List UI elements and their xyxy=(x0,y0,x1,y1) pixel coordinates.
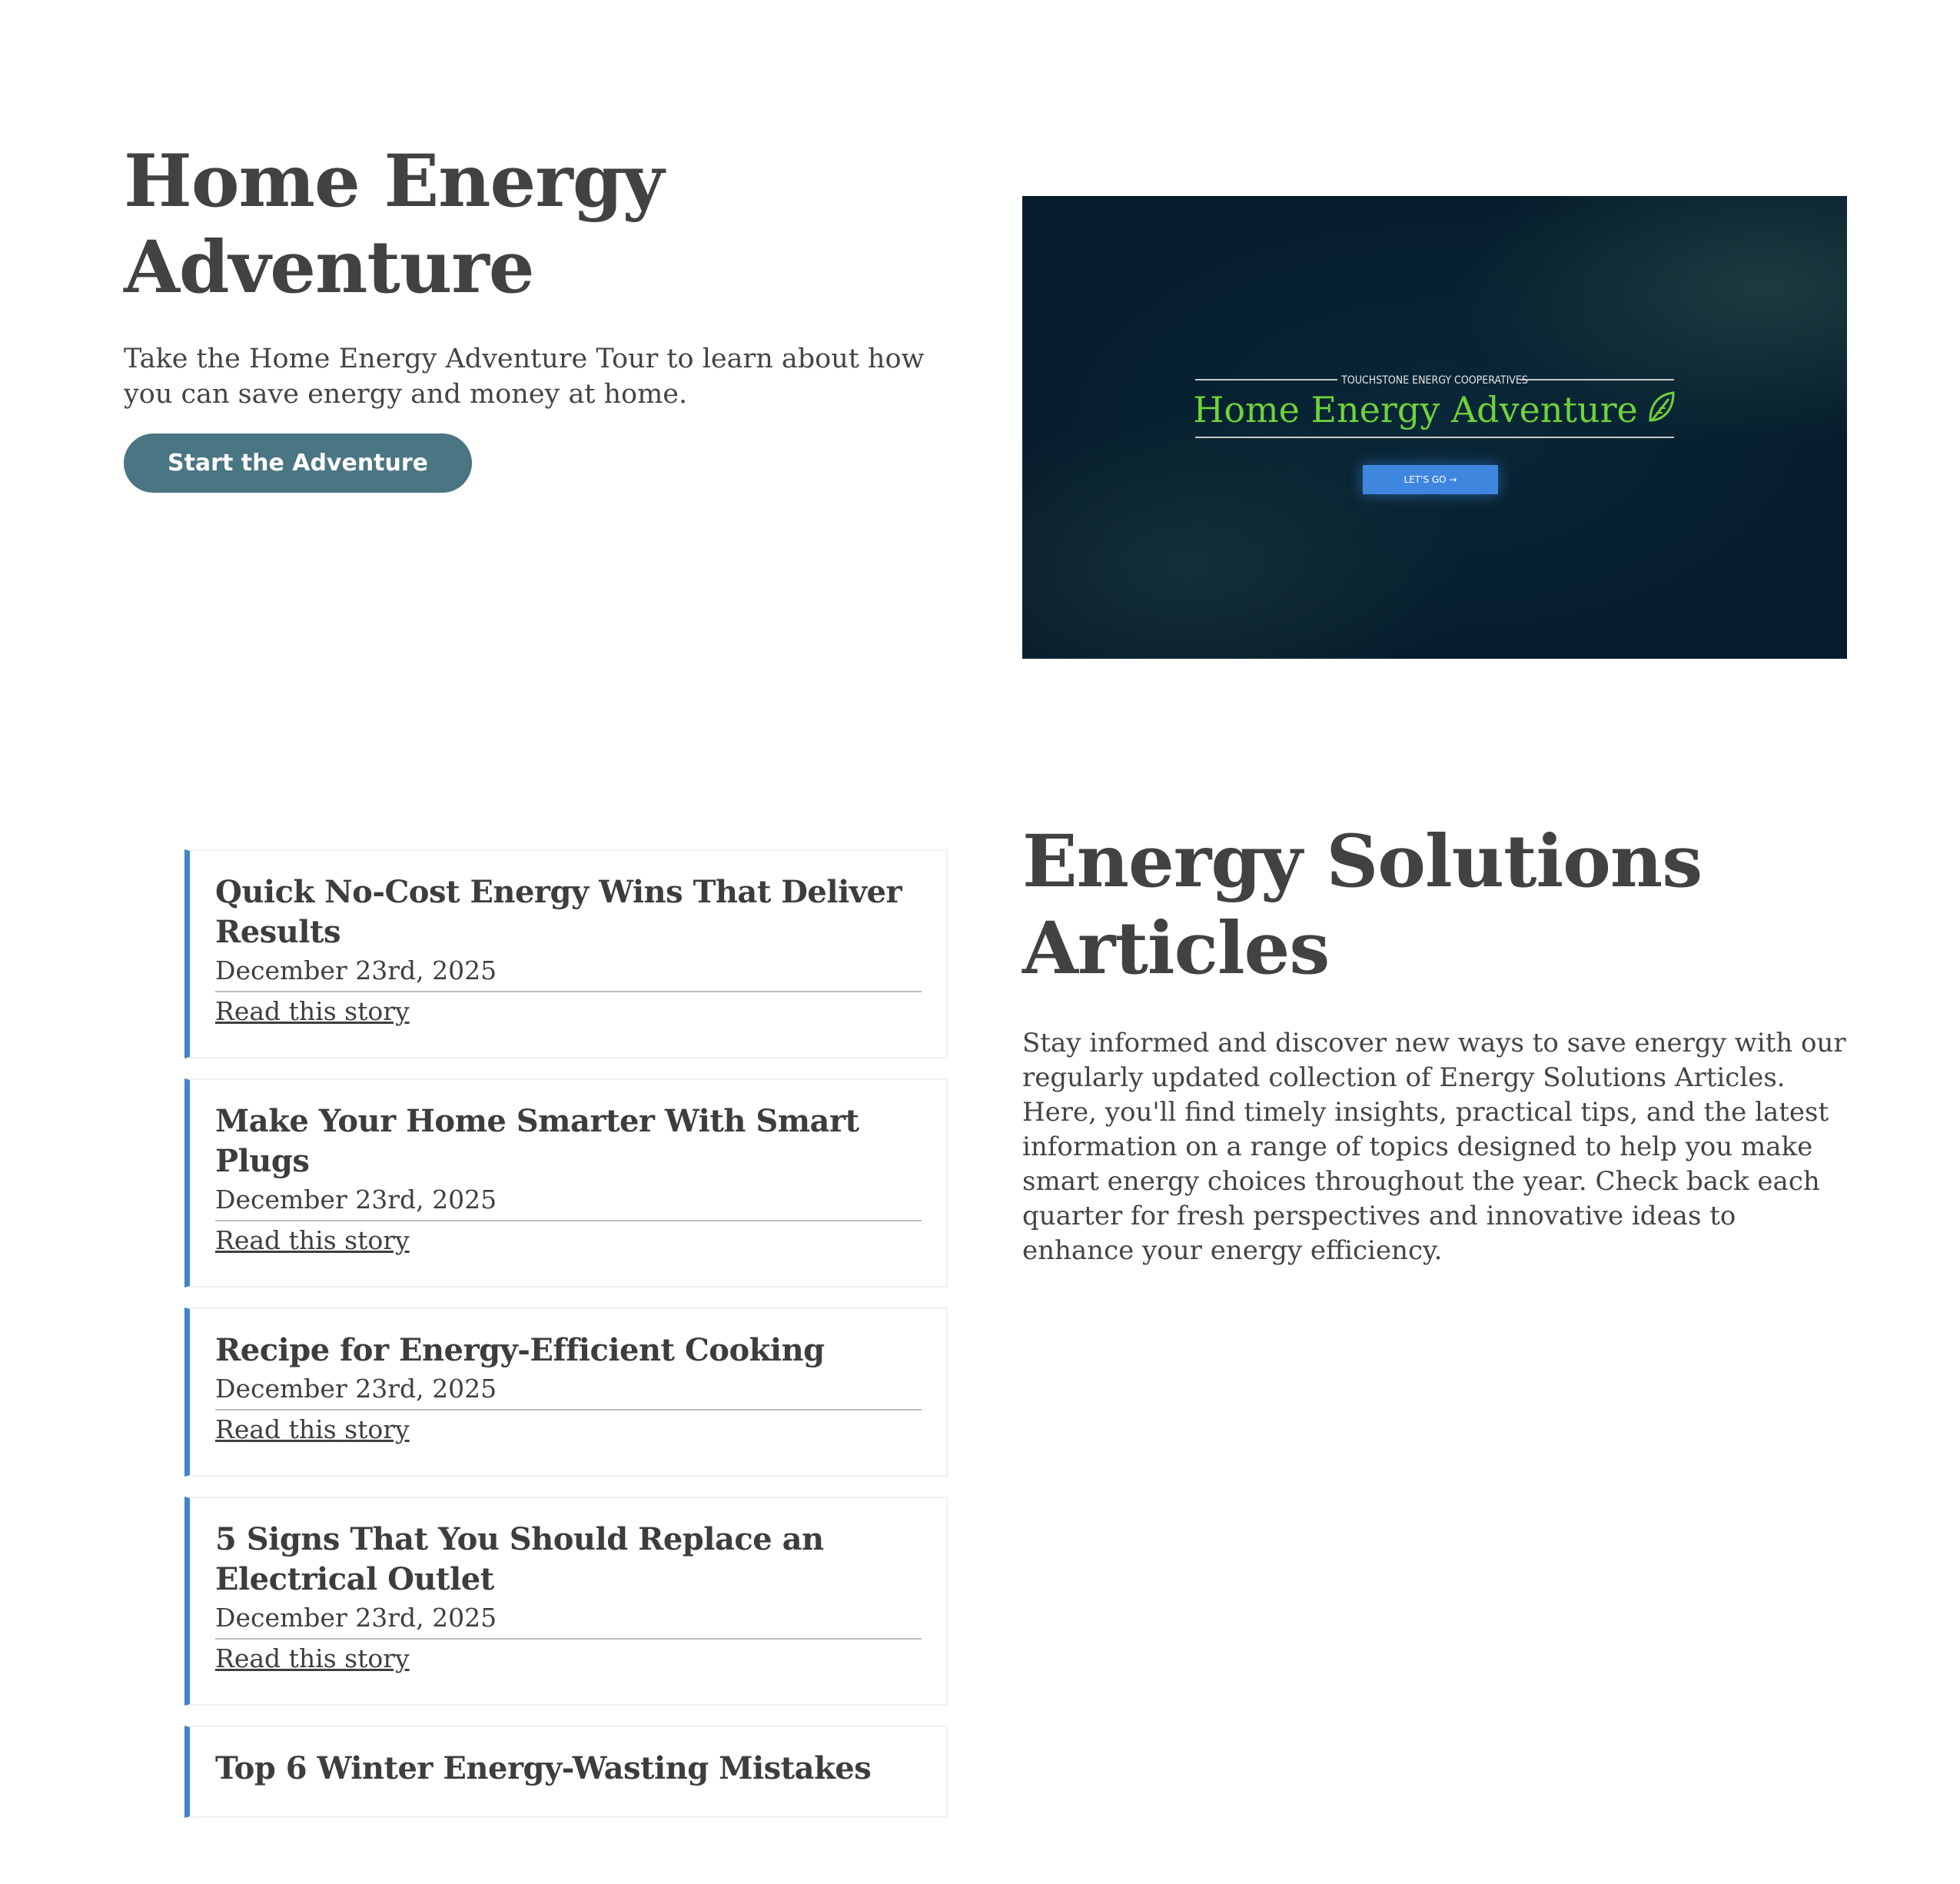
lets-go-button[interactable]: LET'S GO → xyxy=(1363,465,1498,494)
article-date: December 23rd, 2025 xyxy=(215,1372,922,1411)
article-card xyxy=(184,1078,948,1288)
articles-intro xyxy=(1022,819,1852,1268)
read-story-link[interactable]: Read this story xyxy=(215,1225,410,1255)
articles-list xyxy=(184,849,948,1786)
hero-title xyxy=(124,138,938,311)
articles-heading-line2: Articles xyxy=(1022,906,1330,991)
hero-section xyxy=(124,138,938,493)
hero-title-line2: Adventure xyxy=(124,225,534,310)
article-date: December 23rd, 2025 xyxy=(215,954,922,992)
media-title xyxy=(1022,387,1847,436)
start-adventure-button[interactable]: Start the Adventure xyxy=(124,434,472,493)
article-title: Recipe for Energy-Efficient Cooking xyxy=(215,1332,825,1368)
divider xyxy=(1195,437,1674,438)
article-title: Quick No-Cost Energy Wins That Deliver Results xyxy=(215,874,902,950)
article-title: 5 Signs That You Should Replace an Electrical Outlet xyxy=(215,1521,824,1597)
media-title-text: Home Energy Adventure xyxy=(1193,389,1638,430)
read-story-link[interactable]: Read this story xyxy=(215,1643,410,1673)
article-card xyxy=(184,1726,948,1818)
article-date: December 23rd, 2025 xyxy=(215,1183,922,1221)
article-card xyxy=(184,1497,948,1706)
hero-title-line1: Home Energy xyxy=(124,139,664,224)
article-card xyxy=(184,849,948,1058)
home-energy-adventure-video[interactable] xyxy=(1022,196,1847,659)
articles-heading-line1: Energy Solutions xyxy=(1022,819,1703,904)
article-title: Top 6 Winter Energy-Wasting Mistakes xyxy=(215,1750,872,1786)
read-story-link[interactable]: Read this story xyxy=(215,996,410,1026)
media-brand-label: TOUCHSTONE ENERGY COOPERATIVES xyxy=(1341,374,1528,387)
article-date: December 23rd, 2025 xyxy=(215,1601,922,1640)
articles-heading xyxy=(1022,819,1852,992)
articles-description: Stay informed and discover new ways to save energy with our regularly updated collection of Energy Solutions Articles. Here, you'll find timely insights, practical tips, and the latest information on a range of topics designed to help you make smart energy choices throughout the year. Check back each quarter for fresh perspectives and innovative ideas to enhance your energy efficiency. xyxy=(1022,1028,1846,1266)
article-card xyxy=(184,1308,948,1477)
article-title: Make Your Home Smarter With Smart Plugs xyxy=(215,1103,859,1179)
read-story-link[interactable]: Read this story xyxy=(215,1414,410,1444)
leaf-icon xyxy=(1646,390,1676,436)
hero-description: Take the Home Energy Adventure Tour to learn about how you can save energy and money at home. xyxy=(124,344,925,410)
